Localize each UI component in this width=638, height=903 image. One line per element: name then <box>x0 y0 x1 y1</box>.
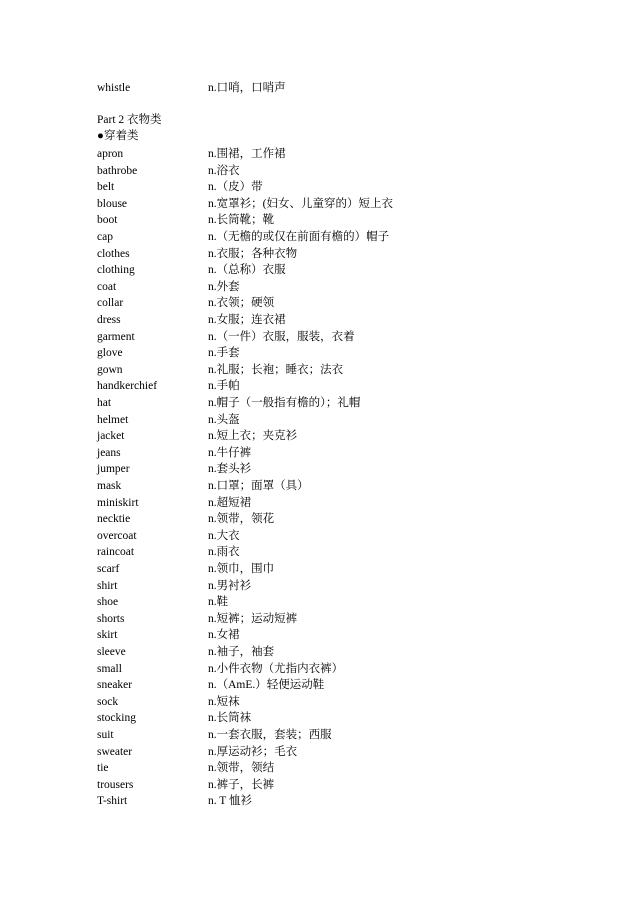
entry-english: skirt <box>97 629 118 642</box>
entry-english: belt <box>97 181 115 194</box>
entry-chinese: n.男衬衫 <box>208 579 252 592</box>
entry-chinese: n.外套 <box>208 280 240 293</box>
vocab-row <box>97 279 617 296</box>
vocab-row <box>97 445 617 462</box>
vocab-row <box>97 611 617 628</box>
entry-chinese: n.帽子（一般指有檐的）；礼帽 <box>208 397 361 409</box>
vocab-row <box>97 412 617 429</box>
entry-english: collar <box>97 297 124 310</box>
entry-chinese: n.厚运动衫；毛衣 <box>208 745 298 758</box>
vocab-row <box>97 163 617 180</box>
vocab-row <box>97 478 617 495</box>
entry-english: miniskirt <box>97 496 139 509</box>
entry-chinese: n.女服；连衣裙 <box>208 314 286 326</box>
entry-chinese: n.短裤；运动短裤 <box>208 612 298 625</box>
vocab-row <box>97 212 617 229</box>
vocab-row <box>97 179 617 196</box>
vocab-row <box>97 727 617 744</box>
entry-chinese: n.领带，领花 <box>208 513 275 526</box>
entry-chinese: n.衣领；硬领 <box>208 297 275 310</box>
entry-english: clothing <box>97 264 135 277</box>
entry-english: helmet <box>97 413 129 426</box>
entry-english: handkerchief <box>97 380 158 393</box>
entry-english: boot <box>97 214 118 227</box>
entry-english: sock <box>97 695 119 708</box>
vocab-row <box>97 744 617 761</box>
entry-chinese: n.礼服；长袍；睡衣；法衣 <box>208 363 344 376</box>
vocab-row <box>97 694 617 711</box>
entry-chinese: n.短上衣；夹克衫 <box>208 430 298 443</box>
entry-english: bathrobe <box>97 164 138 177</box>
entry-english: sleeve <box>97 646 126 658</box>
vocab-row <box>97 262 617 279</box>
vocab-row <box>97 777 617 794</box>
entry-english: overcoat <box>97 529 137 542</box>
entry-chinese: n.超短裙 <box>208 496 252 509</box>
vocab-row <box>97 146 617 163</box>
vocab-row <box>97 528 617 545</box>
entry-english: jeans <box>97 446 121 459</box>
vocab-row <box>97 246 617 263</box>
entry-chinese: n.头盔 <box>208 413 240 426</box>
vocab-row <box>97 561 617 578</box>
entry-chinese: n.长筒袜 <box>208 712 252 725</box>
entry-chinese: n.手帕 <box>208 380 240 393</box>
entry-english: T-shirt <box>97 795 128 808</box>
entry-english: cap <box>97 231 113 243</box>
entry-chinese: n.长筒靴；靴 <box>208 214 275 227</box>
entry-english: clothes <box>97 247 130 260</box>
entry-english: scarf <box>97 563 120 575</box>
top-entry <box>97 80 617 97</box>
entry-english: sweater <box>97 745 133 758</box>
vocab-row <box>97 644 617 661</box>
vocab-row <box>97 329 617 346</box>
entry-english: hat <box>97 397 112 409</box>
entry-chinese: n.（无檐的或仅在前面有檐的）帽子 <box>208 231 390 243</box>
vocab-row <box>97 661 617 678</box>
entry-english: garment <box>97 330 135 343</box>
vocab-row <box>97 378 617 395</box>
vocab-row <box>97 511 617 528</box>
entry-chinese: n.女裙 <box>208 629 240 642</box>
entry-english: shirt <box>97 579 118 592</box>
entry-english: shorts <box>97 612 125 625</box>
entry-english: stocking <box>97 712 136 725</box>
entry-chinese: n.口哨，口哨声 <box>208 82 286 94</box>
entry-chinese: n.大衣 <box>208 529 240 542</box>
vocab-row <box>97 578 617 595</box>
entry-english: tie <box>97 762 109 775</box>
entry-chinese: n.（AmE.）轻便运动鞋 <box>208 679 325 692</box>
entry-chinese: n.领带，领结 <box>208 762 275 775</box>
vocab-row <box>97 760 617 777</box>
entry-chinese: n.短袜 <box>208 695 240 708</box>
entry-chinese: n.（总称）衣服 <box>208 264 286 277</box>
entry-english: blouse <box>97 197 128 210</box>
entry-chinese: n. T 恤衫 <box>208 795 252 808</box>
entry-english: necktie <box>97 513 131 526</box>
vocab-row <box>97 627 617 644</box>
entry-chinese: n.浴衣 <box>208 164 240 177</box>
entry-chinese: n.雨衣 <box>208 546 240 559</box>
section-title: Part 2 衣物类 <box>97 114 162 126</box>
entry-chinese: n.（一件）衣服，服装，衣着 <box>208 330 355 343</box>
vocab-row <box>97 196 617 213</box>
vocab-row <box>97 345 617 362</box>
entry-chinese: n.牛仔裤 <box>208 446 252 459</box>
entry-english: whistle <box>97 82 131 94</box>
entry-english: dress <box>97 314 121 326</box>
vocab-row <box>97 428 617 445</box>
subsection-title: ●穿着类 <box>97 130 139 142</box>
entry-chinese: n.口罩；面罩（具） <box>208 480 309 492</box>
vocab-row <box>97 362 617 379</box>
vocab-row <box>97 229 617 246</box>
vocab-row <box>97 594 617 611</box>
vocab-row <box>97 461 617 478</box>
vocab-row <box>97 710 617 727</box>
entry-english: sneaker <box>97 679 133 692</box>
entry-chinese: n.领巾，围巾 <box>208 563 275 575</box>
vocab-row <box>97 677 617 694</box>
entry-chinese: n.宽罩衫；(妇女、儿童穿的）短上衣 <box>208 197 393 210</box>
vocab-row <box>97 495 617 512</box>
entry-chinese: n.裤子，长裤 <box>208 778 275 791</box>
vocab-row <box>97 295 617 312</box>
vocab-row <box>97 395 617 412</box>
entry-chinese: n.一套衣服，套装；西服 <box>208 729 332 741</box>
entry-chinese: n.袖子，袖套 <box>208 646 275 658</box>
entry-english: jacket <box>97 430 125 443</box>
entry-english: shoe <box>97 596 119 609</box>
vocab-row <box>97 793 617 810</box>
entry-english: raincoat <box>97 546 135 559</box>
entry-chinese: n.手套 <box>208 347 240 360</box>
entry-english: jumper <box>97 463 130 476</box>
vocab-row <box>97 544 617 561</box>
entry-english: mask <box>97 480 122 492</box>
entry-english: small <box>97 662 122 675</box>
vocab-row <box>97 312 617 329</box>
entry-chinese: n.围裙，工作裙 <box>208 148 286 160</box>
entry-english: gown <box>97 363 123 376</box>
entry-english: coat <box>97 280 117 293</box>
entry-chinese: n.鞋 <box>208 596 229 609</box>
entry-chinese: n.（皮）带 <box>208 181 263 194</box>
entry-chinese: n.衣服；各种衣物 <box>208 247 298 260</box>
entry-english: trousers <box>97 778 134 791</box>
entry-chinese: n.小件衣物（尤指内衣裤） <box>208 662 344 675</box>
entry-english: glove <box>97 347 123 360</box>
entry-chinese: n.套头衫 <box>208 463 252 476</box>
entry-english: apron <box>97 148 124 160</box>
entry-english: suit <box>97 729 114 741</box>
